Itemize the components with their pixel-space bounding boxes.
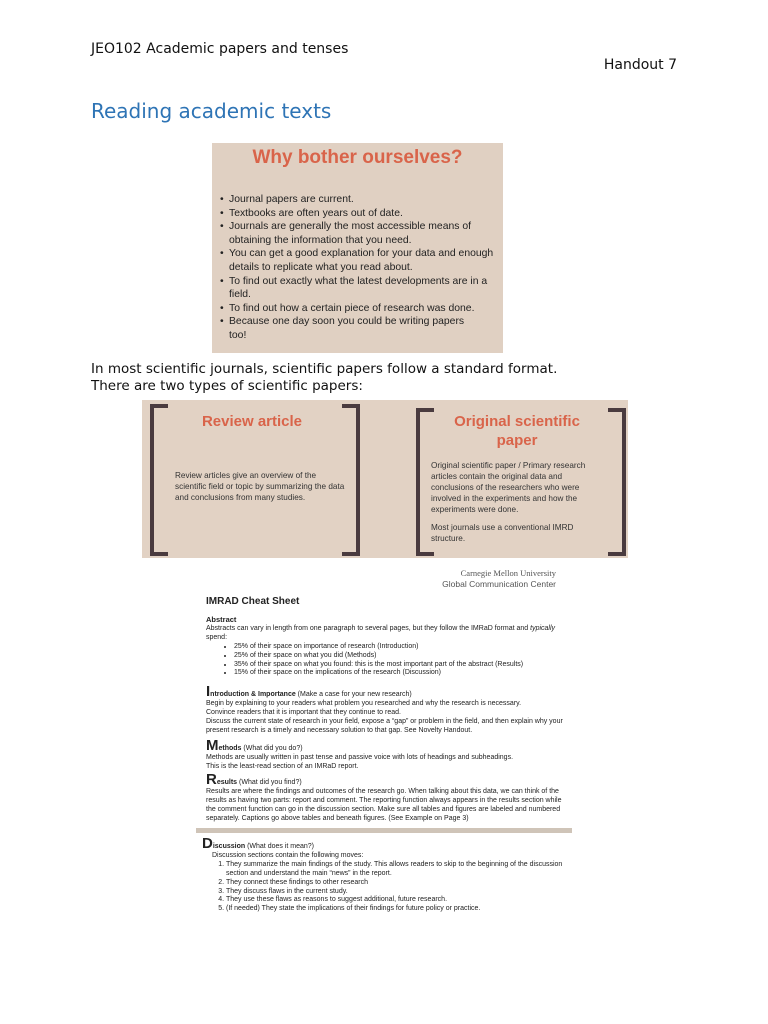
review-article-text: Review articles give an overview of the scientific field or topic by summarizing the data and conclusions from many studies. bbox=[175, 471, 345, 502]
drop-initial: M bbox=[206, 737, 219, 754]
section-text: Discuss the current state of research in your field, expose a “gap” or problem in the field, and then explain why your present research is a timely and necessary solution to that gap. See Novelty Handout. bbox=[206, 717, 563, 734]
list-item: 5. (If needed) They state the implications of their findings for future policy or practice. bbox=[226, 905, 568, 914]
list-item: 2. They connect these findings to other research bbox=[226, 879, 568, 888]
heading-note: (What does it mean?) bbox=[245, 843, 315, 850]
slide-title: Why bother ourselves? bbox=[252, 147, 463, 168]
paragraph-line: In most scientific journals, scientific papers follow a standard format. bbox=[91, 361, 558, 377]
heading-text: esults bbox=[216, 779, 238, 786]
heading-text: ethods bbox=[218, 745, 242, 752]
why-bother-slide bbox=[212, 143, 503, 353]
section-divider bbox=[196, 828, 572, 833]
section-text bbox=[206, 625, 572, 643]
text-run: Abstracts can vary in length from one paragraph to several pages, but they follow the IMRaD format and bbox=[206, 624, 529, 632]
drop-initial: R bbox=[206, 771, 217, 788]
list-item: • 15% of their space on the implications of the research (Discussion) bbox=[234, 669, 572, 678]
drop-initial: I bbox=[206, 683, 211, 700]
introduction-section bbox=[206, 683, 572, 736]
original-paper-title: Original scientific paper bbox=[454, 413, 580, 449]
text-run: typically bbox=[530, 624, 556, 632]
section-heading bbox=[206, 737, 572, 754]
original-paper-note: Most journals use a conventional IMRD structure. bbox=[431, 523, 574, 543]
right-bracket bbox=[608, 408, 626, 556]
slide-bullet: • To find out how a certain piece of research was done. bbox=[220, 302, 499, 316]
discussion-section bbox=[202, 835, 568, 914]
organization-unit: Global Communication Center bbox=[442, 579, 556, 589]
heading-note: (Make a case for your new research) bbox=[295, 691, 412, 698]
heading-text: iscussion bbox=[212, 843, 246, 850]
text-run: spend: bbox=[206, 633, 228, 641]
abstract-section bbox=[206, 616, 572, 678]
organization-name: Carnegie Mellon University bbox=[460, 568, 556, 578]
handout-number: Handout 7 bbox=[603, 57, 677, 73]
section-text: Results are where the findings and outcomes of the research go. When talking about this data, we can think of the results as having two parts: report and comment. The reporting function always appears in the results section while the comment function can go in the discussion section. Make sure all tables and figures are labeled and numbered separately. Captions go above tables and beneath figures. (See Example on Page 3) bbox=[206, 787, 562, 822]
original-paper-text: Original scientific paper / Primary research articles contain the original data and conclusions of the researchers who were involved in the experiments and how the experiments were done. bbox=[431, 461, 586, 514]
left-bracket bbox=[150, 404, 168, 556]
section-heading bbox=[206, 771, 572, 788]
slide-bullet-list bbox=[220, 193, 499, 343]
heading-text: ntroduction & Importance bbox=[210, 691, 296, 698]
section-text: Begin by explaining to your readers what problem you researched and why the research is necessary. bbox=[206, 699, 522, 707]
slide-bullet: • Journals are generally the most accessible means of obtaining the information that you need. bbox=[220, 220, 499, 247]
paper-types-slide bbox=[142, 400, 628, 558]
slide-bullet: • To find out exactly what the latest developments are in a field. bbox=[220, 275, 499, 302]
section-heading bbox=[202, 835, 568, 852]
list-item: 4. They use these flaws as reasons to suggest additional, future research. bbox=[226, 896, 568, 905]
cheat-sheet-title: IMRAD Cheat Sheet bbox=[206, 596, 300, 607]
section-heading: Abstract bbox=[206, 615, 237, 624]
slide-bullet: • Because one day soon you could be writing papers too! bbox=[220, 315, 484, 342]
review-article-title: Review article bbox=[201, 413, 303, 430]
numbered-list bbox=[202, 861, 568, 914]
course-title: JEO102 Academic papers and tenses bbox=[91, 41, 349, 57]
section-text: Methods are usually written in past tense and passive voice with lots of headings and subheadings. bbox=[206, 753, 514, 761]
heading-note: (What did you find?) bbox=[237, 779, 302, 786]
drop-initial: D bbox=[202, 835, 213, 852]
section-text: Convince readers that it is important that they continue to read. bbox=[206, 708, 401, 716]
methods-section bbox=[206, 737, 572, 772]
section-heading bbox=[206, 683, 572, 700]
paragraph-line: There are two types of scientific papers: bbox=[91, 378, 363, 394]
list-item: • 35% of their space on what you found: this is the most important part of the abstract (Results) bbox=[234, 661, 572, 670]
bullet-list bbox=[206, 643, 572, 679]
slide-bullet: • You can get a good explanation for your data and enough details to replicate what you read about. bbox=[220, 247, 499, 274]
results-section bbox=[206, 771, 572, 824]
heading-note: (What did you do?) bbox=[241, 745, 303, 752]
imrad-cheat-sheet bbox=[196, 566, 576, 916]
page-heading: Reading academic texts bbox=[91, 99, 332, 123]
list-item: • 25% of their space on what you did (Methods) bbox=[234, 652, 572, 661]
slide-bullet: • Journal papers are current. bbox=[220, 193, 499, 207]
slide-bullet: • Textbooks are often years out of date. bbox=[220, 207, 499, 221]
section-text: Discussion sections contain the following moves: bbox=[212, 851, 364, 859]
list-item: 3. They discuss flaws in the current study. bbox=[226, 888, 568, 897]
list-item: • 25% of their space on importance of research (Introduction) bbox=[234, 643, 572, 652]
list-item: 1. They summarize the main findings of the study. This allows readers to skip to the beginning of the discussion section and understand the main “news” in the report. bbox=[226, 861, 568, 879]
section-text: This is the least-read section of an IMRaD report. bbox=[206, 762, 359, 770]
